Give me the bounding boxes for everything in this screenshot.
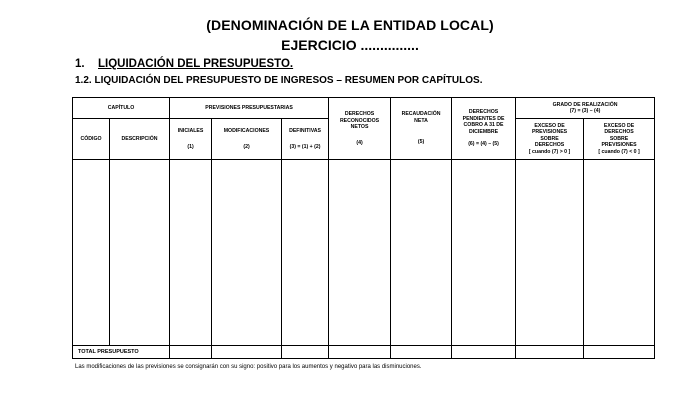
col-header-iniciales bbox=[170, 119, 212, 160]
col-header-derechos-reconocidos bbox=[329, 98, 391, 160]
col-header-pendientes-cobro bbox=[452, 98, 516, 160]
budget-summary-table bbox=[72, 97, 655, 359]
total-cell-modificaciones bbox=[212, 345, 282, 358]
exceso-der-line-1: EXCESO DE bbox=[603, 122, 635, 129]
recaudacion-formula: (5) bbox=[417, 139, 425, 146]
exceso-prev-line-4: DERECHOS bbox=[534, 142, 565, 149]
total-cell-exceso-previsiones bbox=[516, 345, 584, 358]
exceso-prev-line-3: SOBRE bbox=[540, 135, 559, 142]
body-cell-derechos bbox=[329, 160, 391, 346]
definitivas-formula: (3) = (1) + (2) bbox=[289, 143, 321, 150]
total-cell-pendientes bbox=[452, 345, 516, 358]
group-header-capitulo: CAPÍTULO bbox=[73, 98, 170, 119]
exceso-der-line-2: DERECHOS bbox=[604, 129, 634, 136]
exceso-der-line-4: PREVISIONES bbox=[601, 142, 637, 149]
iniciales-label: INICIALES bbox=[177, 128, 204, 135]
body-cell-pendientes bbox=[452, 160, 516, 346]
body-cell-definitivas bbox=[282, 160, 329, 346]
col-header-exceso-derechos bbox=[584, 119, 655, 160]
header-row-groups bbox=[73, 98, 655, 119]
exceso-prev-condition: [ cuando (7) > 0 ] bbox=[528, 148, 571, 155]
exceso-prev-line-1: EXCESO DE bbox=[534, 122, 565, 129]
section-1-number: 1. bbox=[75, 58, 85, 70]
pendientes-formula: (6) = (4) – (5) bbox=[468, 141, 499, 148]
group-header-previsiones: PREVISIONES PRESUPUESTARIAS bbox=[170, 98, 329, 119]
definitivas-label: DEFINITIVAS bbox=[289, 128, 321, 135]
footnote: Las modificaciones de las previsiones se consignarán con su signo: positivo para los aumentos y negativo para las disminuciones. bbox=[75, 364, 422, 370]
table-body-row bbox=[73, 160, 655, 346]
derechos-line-2: RECONOCIDOS bbox=[339, 117, 380, 124]
recaudacion-line-2: NETA bbox=[414, 117, 428, 124]
grado-title: GRADO DE REALIZACIÓN bbox=[552, 101, 618, 108]
col-header-definitivas bbox=[282, 119, 329, 160]
total-label: TOTAL PRESUPUESTO bbox=[73, 345, 170, 358]
total-cell-recaudacion bbox=[391, 345, 452, 358]
derechos-line-1: DERECHOS bbox=[344, 111, 375, 118]
body-cell-modificaciones bbox=[212, 160, 282, 346]
col-header-codigo: CÓDIGO bbox=[73, 119, 110, 160]
body-cell-exceso-derechos bbox=[584, 160, 655, 346]
exceso-prev-line-2: PREVISIONES bbox=[531, 129, 568, 136]
grado-formula: (7) = (3) – (4) bbox=[569, 108, 601, 115]
col-header-recaudacion bbox=[391, 98, 452, 160]
total-cell-iniciales bbox=[170, 345, 212, 358]
body-cell-codigo bbox=[73, 160, 110, 346]
body-cell-recaudacion bbox=[391, 160, 452, 346]
body-cell-descripcion bbox=[110, 160, 170, 346]
modificaciones-number: (2) bbox=[243, 143, 250, 150]
iniciales-number: (1) bbox=[187, 143, 194, 150]
exceso-der-line-3: SOBRE bbox=[609, 135, 629, 142]
body-cell-iniciales bbox=[170, 160, 212, 346]
document-title: (DENOMINACIÓN DE LA ENTIDAD LOCAL) bbox=[206, 17, 494, 33]
pendientes-line-1: DERECHOS bbox=[468, 109, 499, 116]
section-1-title: LIQUIDACIÓN DEL PRESUPUESTO. bbox=[98, 58, 294, 70]
total-cell-derechos bbox=[329, 345, 391, 358]
total-cell-exceso-derechos bbox=[584, 345, 655, 358]
col-header-descripcion: DESCRIPCIÓN bbox=[110, 119, 170, 160]
pendientes-line-4: DICIEMBRE bbox=[468, 128, 499, 135]
section-1-2-heading: 1.2. LIQUIDACIÓN DEL PRESUPUESTO DE INGRESOS – RESUMEN POR CAPÍTULOS. bbox=[75, 75, 483, 86]
pendientes-line-2: PENDIENTES DE bbox=[462, 115, 505, 122]
recaudacion-line-1: RECAUDACIÓN bbox=[401, 111, 441, 118]
modificaciones-label: MODIFICACIONES bbox=[223, 128, 270, 135]
derechos-line-3: NETOS bbox=[350, 124, 369, 131]
section-1-heading bbox=[75, 58, 293, 70]
body-cell-exceso-previsiones bbox=[516, 160, 584, 346]
exceso-der-condition: [ cuando (7) < 0 ] bbox=[598, 148, 640, 155]
pendientes-line-3: COBRO A 31 DE bbox=[463, 122, 504, 129]
group-header-grado-realizacion bbox=[516, 98, 655, 119]
total-cell-definitivas bbox=[282, 345, 329, 358]
total-row bbox=[73, 345, 655, 358]
fiscal-year-line: EJERCICIO ............... bbox=[281, 37, 419, 53]
derechos-formula: (4) bbox=[356, 139, 363, 146]
col-header-exceso-previsiones bbox=[516, 119, 584, 160]
col-header-modificaciones bbox=[212, 119, 282, 160]
